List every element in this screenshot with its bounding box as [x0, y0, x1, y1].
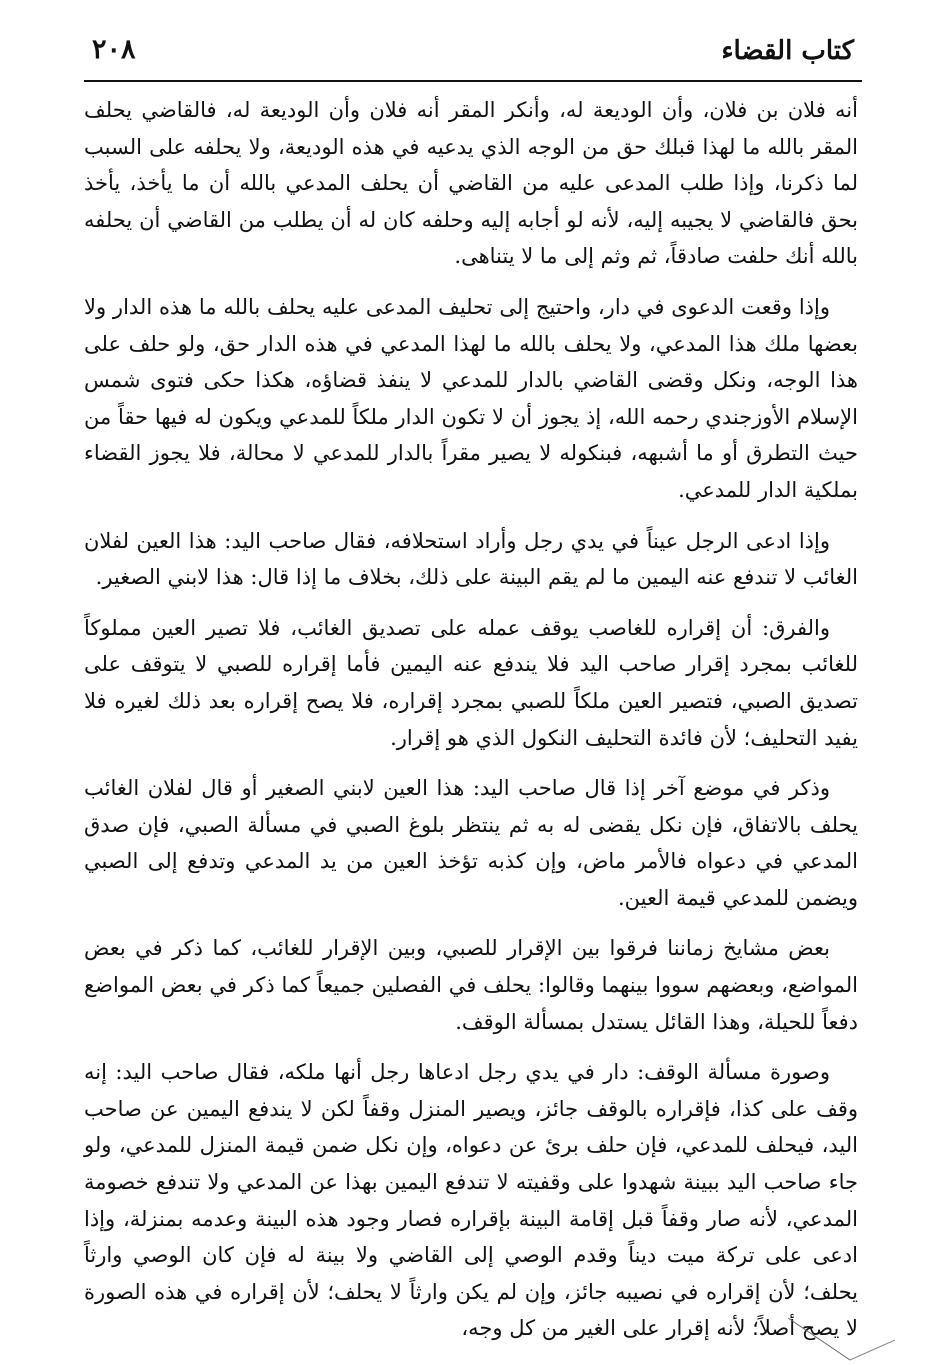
paragraph: وإذا وقعت الدعوى في دار، واحتيج إلى تحليف المدعى عليه يحلف بالله ما هذه الدار ولا بعضها ملك هذا المدعي، ولا يحلف بالله ما لهذا المدعي في هذه الدار حق، ولو حلف على هذا الوجه، ونكل وقضى القاضي بالدار للمدعي لا ينفذ قضاؤه، هكذا حكى فتوى شمس الإسلام الأوزجندي رحمه الله، إذ يجوز أن لا تكون الدار ملكاً للمدعي ويكون له فيها حقاً من حيث التطرق أو ما أشبهه، فبنكوله لا يصير مقراً بالدار للمدعي لا محالة، فلا يجوز القضاء بملكية الدار للمدعي.: [84, 294, 858, 502]
paragraph: وإذا ادعى الرجل عيناً في يدي رجل وأراد استحلافه، فقال صاحب اليد: هذا العين لفلان الغائب لا تندفع عنه اليمين ما لم يقم البينة على ذلك، بخلاف ما إذا قال: هذا لابني الصغير.: [84, 528, 858, 590]
scan-artifact: [780, 1310, 900, 1365]
paragraph: وذكر في موضع آخر إذا قال صاحب اليد: هذا العين لابني الصغير أو قال لفلان الغائب يحلف بالاتفاق، فإن نكل يقضى له به ثم ينتظر بلوغ الصبي في مسألة الصبي، فإن صدق المدعي في دعواه فالأمر ماض، وإن كذبه تؤخذ العين من يد المدعي وتدفع إلى الصبي ويضمن للمدعي قيمة العين.: [84, 776, 858, 910]
paragraph: وصورة مسألة الوقف: دار في يدي رجل ادعاها رجل أنها ملكه، فقال صاحب اليد: إنه وقف على كذا، فإقراره بالوقف جائز، ويصير المنزل وقفاً لكن لا يندفع اليمين عن صاحب اليد، فيحلف للمدعي، فإن حلف برئ عن دعواه، وإن نكل ضمن قيمة المنزل للمدعي، ولو جاء صاحب اليد ببينة شهدوا على وقفيته لا تندفع اليمين بهذا عن المدعي ولا تندفع خصومة المدعي، لأنه صار وقفاً قبل إقامة البينة بإقراره فصار وجود هذه البينة وعدمه بمنزلة، وإذا ادعى على تركة ميت ديناً وقدم الوصي إلى القاضي ولا بينة له فإن كان الوصي وارثاً يحلف؛ لأن إقراره في نصيبه جائز، وإن لم يكن وارثاً لا يحلف؛ لأن إقراره في هذه الصورة لا يصح أصلاً؛ لأنه إقرار على الغير من كل وجه،: [84, 1060, 858, 1341]
page-header: [84, 30, 858, 78]
body-text: [84, 92, 858, 1361]
paragraph: بعض مشايخ زماننا فرقوا بين الإقرار للصبي، وبين الإقرار للغائب، كما ذكر في بعض المواضع، وبعضهم سووا بينهما وقالوا: يحلف في الفصلين جميعاً كما ذكر في بعض المواضع دفعاً للحيلة، وهذا القائل يستدل بمسألة الوقف.: [84, 936, 858, 1034]
paragraph: والفرق: أن إقراره للغاصب يوقف عمله على تصديق الغائب، فلا تصير العين مملوكاً للغائب بمجرد إقرار صاحب اليد فلا يندفع عنه اليمين فأما إقراره للصبي لا يتوقف على تصديق الصبي، فتصير العين ملكاً للصبي بمجرد إقراره، فلا يصح إقراره بعد ذلك لغيره فلا يفيد التحليف؛ لأن فائدة التحليف النكول الذي هو إقرار.: [84, 615, 858, 750]
page-number: ٢٠٨: [92, 34, 136, 65]
paragraph: أنه فلان بن فلان، وأن الوديعة له، وأنكر المقر أنه فلان وأن الوديعة له، فالقاضي يحلف المقر بالله ما لهذا قبلك حق من الوجه الذي يدعيه في هذه الوديعة، ولا يحلفه على السبب لما ذكرنا، وإذا طلب المدعى عليه من القاضي أن يحلف المدعي بالله أن ما يأخذ، يأخذ بحق فالقاضي لا يجيبه إليه، لأنه لو أجابه إليه وحلفه كان له أن يطلب من القاضي أن يحلفه بالله أنك حلفت صادقاً، ثم وثم إلى ما لا يتناهى.: [84, 98, 858, 269]
header-divider: [84, 80, 862, 82]
running-title: كتاب القضاء: [721, 36, 854, 66]
